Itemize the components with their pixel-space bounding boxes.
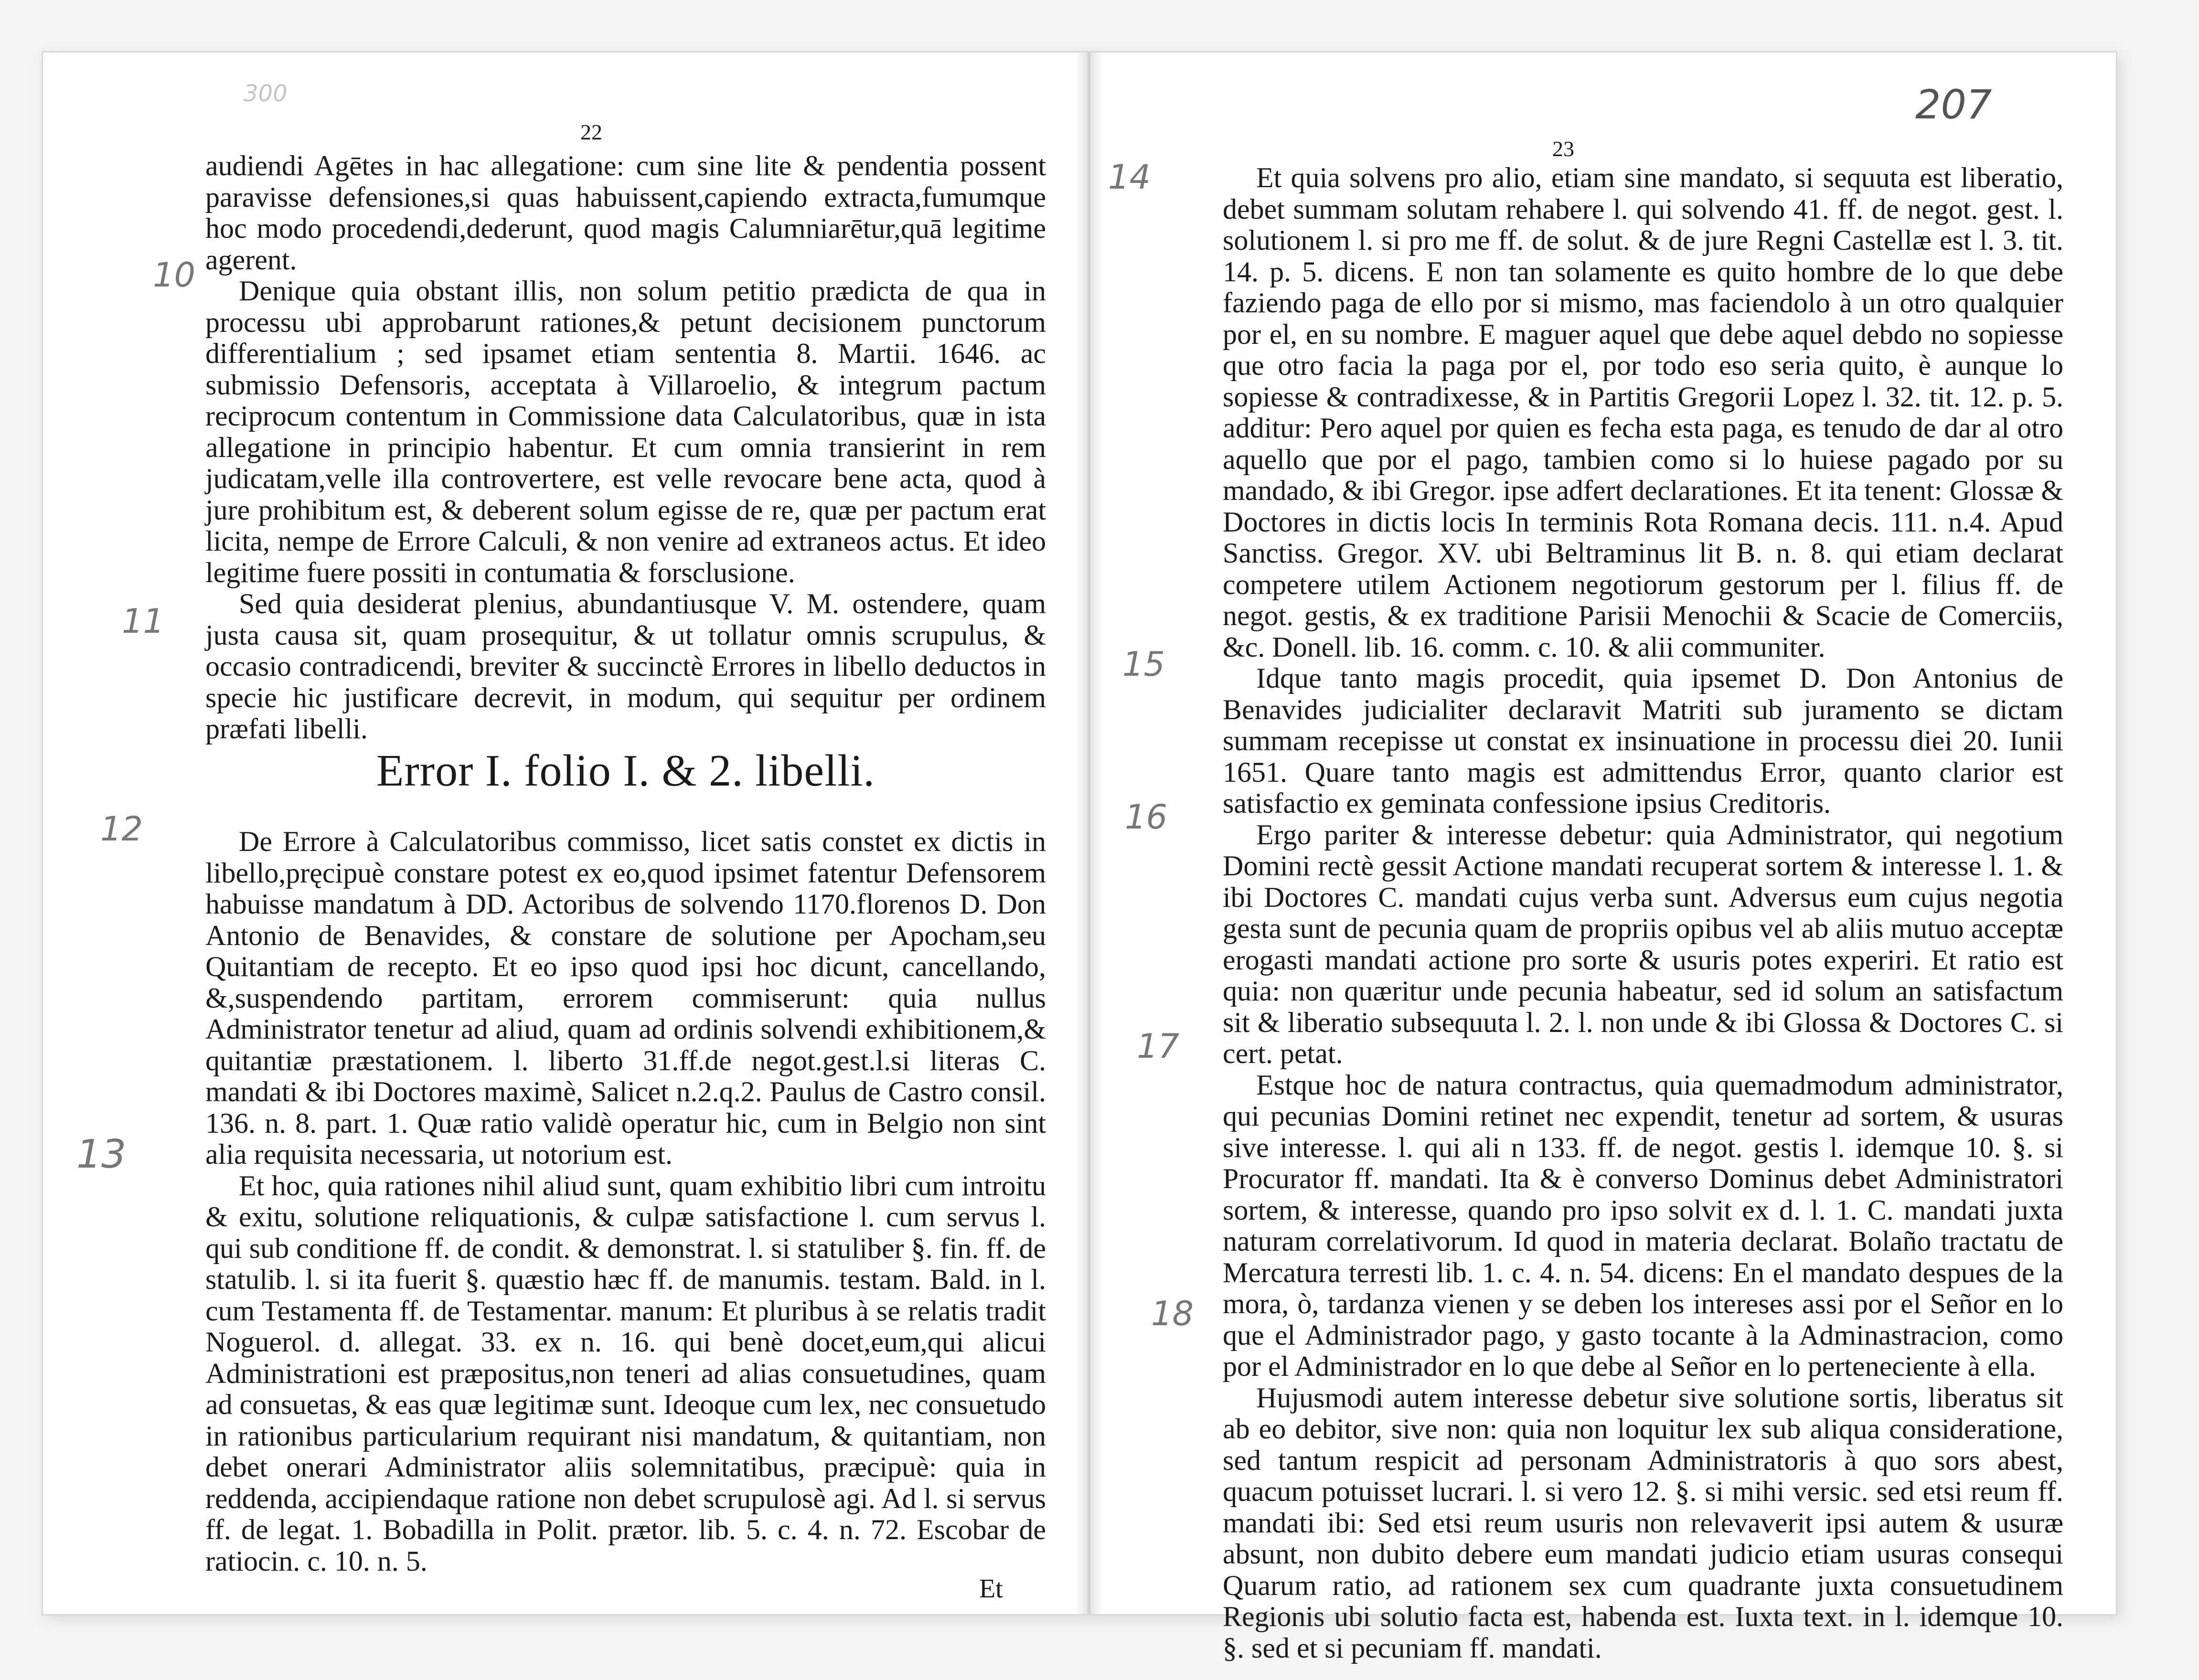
right-text	[1223, 162, 2063, 1664]
margin-note-14: 14	[1108, 158, 1151, 197]
margin-note-18: 18	[1151, 1294, 1194, 1333]
book-spread	[43, 53, 2116, 1664]
margin-note-11: 11	[122, 602, 165, 641]
catchword: Et	[979, 1574, 1003, 1604]
paragraph-sed-quia: Sed quia desiderat plenius, abundantiusque V. M. ostendere, quam justa causa sit, quam prosequitur, & ut tollatur omnis scrupulus, & occasio contradicendi, breviter & succinctè Errores in libello deductos in specie hic justificare decrevit, in modum, qui sequitur per ordinem præfati libelli.	[205, 588, 1046, 744]
margin-note-12: 12	[100, 809, 143, 849]
paragraph-hujusmodi: Hujusmodi autem interesse debetur sive solutione sortis, liberatus sit ab eo debitor, sive non: quia non loquitur lex sub aliqua consideratione, sed tantum respicit ad personam Administratoris à quo sors abest, quacum potuisset lucrari. l. si vero 12. §. si mihi versic. sed etsi reum ff. mandati ibi: Sed etsi reum usuris non relevaverit ipsi autem & usuræ absunt, non dubito debere eum mandati judicio etiam usuras consequi Quarum ratio, ad rationem sex cum quadrante juxta consuetudinem Regionis ubi solutio facta est, habenda est. Iuxta text. in l. idemque 10. §. sed et si pecuniam ff. mandati.	[1223, 1382, 2063, 1664]
margin-note-10: 10	[153, 255, 196, 295]
right-page-number: 23	[1552, 137, 1574, 161]
book-gutter	[1075, 53, 1103, 1614]
left-page	[43, 53, 1075, 1614]
left-page-number: 22	[580, 120, 602, 144]
paragraph-continuation: audiendi Agētes in hac allegatione: cum sine lite & pendentia possent paravisse defensiones,si quas habuissent,capiendo extracta,fumumque hoc modo procedendi,dederunt, quod magis Calumniarētur,quā legitime agerent.	[205, 150, 1046, 276]
faint-page-number: 300	[244, 80, 288, 107]
right-page	[1103, 53, 2116, 1664]
left-text-upper	[205, 150, 1046, 745]
paragraph-denique: Denique quia obstant illis, non solum petitio prædicta de qua in processu ubi approbarunt rationes,& petunt decisionem punctorum differentialium ; sed ipsamet etiam sententia 8. Martii. 1646. ac submissio Defensoris, acceptata à Villaroelio, & integrum pactum reciprocum contentum in Commissione data Calculatoribus, quæ in ista allegatione in principio habentur. Et cum omnia transierint in rem judicatam,velle illa controvertere, est velle revocare bene acta, quod à jure prohibitum est, & deberent solum egisse de re, quæ per pactum erat licita, nempe de Errore Calculi, & non venire ad extraneos actus. Et ideo legitime fuere possiti in contumatia & forsclusione.	[205, 275, 1046, 588]
folio-number: 207	[1915, 81, 1992, 128]
margin-note-16: 16	[1125, 797, 1168, 837]
margin-note-15: 15	[1122, 645, 1165, 684]
paragraph-de-errore: De Errore à Calculatoribus commisso, licet satis constet ex dictis in libello,pręcipuè constare potest ex eo,quod ipsimet fatentur Defensorem habuisse mandatum à DD. Actoribus de solvendo 1170.florenos D. Don Antonio de Benavides, & constare de solutione per Apocham,seu Quitantiam de recepto. Et eo ipso quod ipsi hoc dicunt, cancellando, &,suspendendo partitam, errorem commiserunt: quia nullus Administrator tenetur ad aliud, quam ad ordinis solvendi exhibitionem,& quitantiæ præstationem. l. liberto 31.ff.de negot.gest.l.si literas C. mandati & ibi Doctores maximè, Salicet n.2.q.2. Paulus de Castro consil. 136. n. 8. part. 1. Quæ ratio validè operatur hic, cum in Belgio non sint alia requisita necessaria, ut notorium est.	[205, 826, 1046, 1170]
left-text-lower	[205, 826, 1046, 1577]
margin-note-13: 13	[76, 1132, 127, 1177]
paragraph-et-quia: Et quia solvens pro alio, etiam sine mandato, si sequuta est liberatio, debet summam solutam rehabere l. qui solvendo 41. ff. de negot. gest. l. solutionem l. si pro me ff. de solut. & de jure Regni Castellæ est l. 3. tit. 14. p. 5. dicens. E non tan solamente es quito hombre de lo que debe faziendo paga de ello por si mismo, mas faciendolo à un otro qualquier por el, en su nombre. E maguer aquel que debe aquel debdo no sopiesse que otro facia la paga por el, por todo eso seria quito, è aunque lo sopiesse & contradixesse, & in Partitis Gregorii Lopez l. 32. tit. 12. p. 5. additur: Pero aquel por quien es fecha esta paga, es tenudo de dar al otro aquello que por el pago, tambien como si lo huiese pagado por su mandado, & ibi Gregor. ipse adfert declarationes. Et ita tenent: Glossæ & Doctores in dictis locis In terminis Rota Romana decis. 111. n.4. Apud Sanctiss. Gregor. XV. ubi Beltraminus lit B. n. 8. qui etiam declarat competere utilem Actionem negotiorum gestorum per l. filius ff. de negot. gestis, & ex traditione Parisii Menochii & Scacie de Comerciis, &c. Donell. lib. 16. comm. c. 10. & alii communiter.	[1223, 162, 2063, 663]
paragraph-et-hoc: Et hoc, quia rationes nihil aliud sunt, quam exhibitio libri cum introitu & exitu, solutione reliquationis, & culpæ satisfactione l. cum servus l. qui sub conditione ff. de condit. & demonstrat. l. si statuliber §. fin. ff. de statulib. l. si ita fuerit §. quæstio hæc ff. de manumis. testam. Bald. in l. cum Testamenta ff. de Testamentar. manum: Et pluribus à se relatis tradit Noguerol. d. allegat. 33. ex n. 16. qui benè docet,eum,qui alicui Administrationi est præpositus,non teneri ad alias consuetudines, quam ad consuetas, & eas quæ legitimæ sunt. Ideoque cum lex, nec consuetudo in rationibus particularium requirant nisi mandatum, & quitantiam, non debet onerari Administrator aliis solemnitatibus, præcipuè: quia in reddenda, accipiendaque ratione non debet scrupulosè agi. Ad l. si servus ff. de legat. 1. Bobadilla in Polit. prætor. lib. 5. c. 4. n. 72. Escobar de ratiocin. c. 10. n. 5.	[205, 1170, 1046, 1577]
paragraph-ergo: Ergo pariter & interesse debetur: quia Administrator, qui negotium Domini rectè gessit Actione mandati recuperat sortem & interesse l. 1. & ibi Doctores C. mandati cujus verba sunt. Adversus eum cujus negotia gesta sunt de pecunia quam de propriis opibus vel ab aliis mutuo acceptæ erogasti mandati actione pro sorte & usuris potes experiri. Et ratio est quia: non quæritur unde pecunia habeatur, sed id solum an satisfactum sit & liberatio subsequuta l. 2. l. non unde & ibi Glossa & Doctores C. si cert. petat.	[1223, 819, 2063, 1069]
paragraph-idque: Idque tanto magis procedit, quia ipsemet D. Don Antonius de Benavides judicialiter declaravit Matriti sub juramento se dictam summam recepisse ut constat ex insinuatione in processu diei 20. Iunii 1651. Quare tanto magis est admittendus Error, quanto clarior est satisfactio ex geminata confessione ipsius Creditoris.	[1223, 662, 2063, 819]
paragraph-estque: Estque hoc de natura contractus, quia quemadmodum administrator, qui pecunias Domini retinet nec expendit, tenetur ad sortem, & usuras sive interesse. l. qui ali n 133. ff. de negot. gestis l. idemque 10. §. si Procurator ff. mandati. Ita & è converso Dominus debet Administratori sortem, & interesse, quando pro ipso solvit ex d. l. 1. C. mandati juxta naturam correlativorum. Id quod in materia declarat. Bolaño tractatu de Mercatura terresti lib. 1. c. 4. n. 54. dicens: En el mandato despues de la mora, ò, tardanza vienen y se deben los intereses assi por el Señor en lo que el Administrador pago, y gasto tocante à la Adminastracion, como por el Administrador en lo que debe al Señor en lo perteneciente à ella.	[1223, 1069, 2063, 1382]
section-heading: Error I. folio I. & 2. libelli.	[376, 746, 875, 796]
margin-note-17: 17	[1137, 1027, 1180, 1066]
